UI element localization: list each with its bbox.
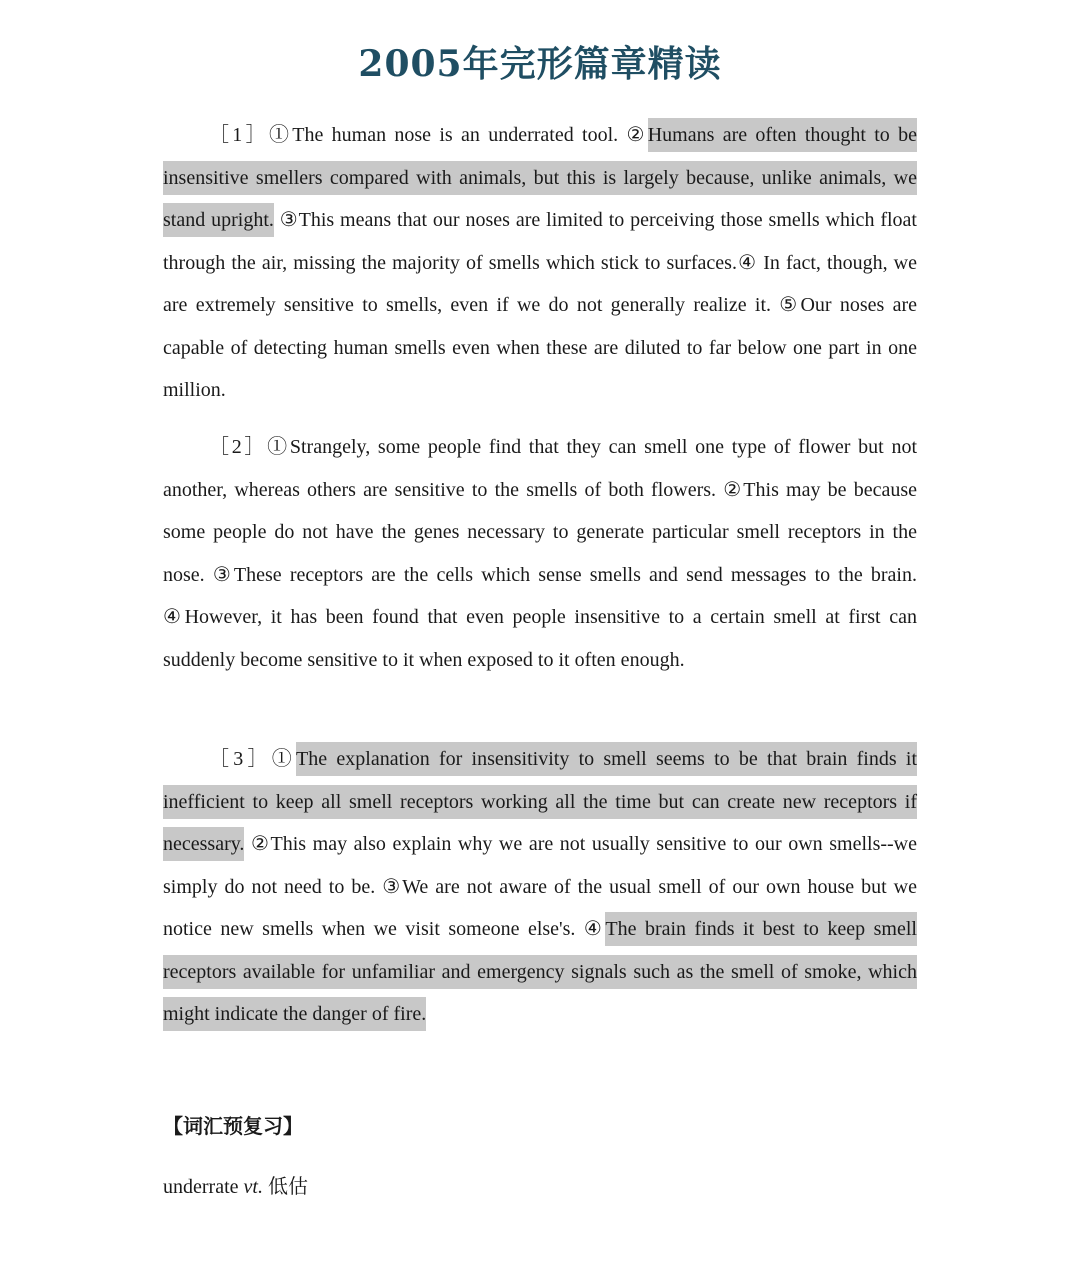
paragraph-label: ［2］ — [209, 436, 268, 458]
paragraph-1 — [163, 114, 917, 412]
sentence-text: ① — [271, 748, 297, 770]
sentence-text: ①Strangely, some people find that they can smell one type of flower but not another, whereas others are sensitive to the smells of both flowers. ②This may be because some people do not have the genes necessary to generate particular smell receptors in the nose. ③These receptors are the cells which sense smells and send messages to the brain. ④However, it has been found that even people insensitive to a certain smell at first can suddenly become sensitive to it when exposed to it often enough. — [163, 436, 917, 671]
highlighted-sentence: The explanation for insensitivity to smell seems to be that brain finds it inefficient to keep all smell receptors working all the time but can create new receptors if necessary. — [163, 742, 917, 861]
paragraph-label: ［3］ — [209, 748, 272, 770]
sentence-text: ③This means that our noses are limited to perceiving those smells which float through the air, missing the majority of smells which stick to surfaces.④ In fact, though, we are extremely sensitive to smells, even if we do not generally realize it. ⑤Our noses are capable of detecting human smells even when these are diluted to far below one part in one million. — [163, 209, 918, 401]
sentence-text: ①The human nose is an underrated tool. ② — [268, 124, 648, 146]
vocab-heading: 【词汇预复习】 — [163, 1114, 303, 1138]
paragraph-3 — [163, 738, 917, 1036]
vocab-word: underrate — [163, 1176, 239, 1198]
vocab-part-of-speech: vt. — [243, 1176, 263, 1198]
page-title: 2005年完形篇章精读 — [358, 43, 722, 85]
highlighted-sentence: Humans are often thought to be insensitive smellers compared with animals, but this is largely because, unlike animals, we stand upright. — [163, 118, 917, 237]
highlighted-sentence: The brain finds it best to keep smell receptors available for unfamiliar and emergency signals such as the smell of smoke, which might indicate the danger of fire. — [163, 912, 917, 1031]
vocab-meaning: 低估 — [267, 1176, 308, 1198]
paragraph-2 — [163, 426, 917, 681]
sentence-text: ②This may also explain why we are not usually sensitive to our own smells--we simply do not need to be. ③We are not aware of the usual smell of our own house but we notice new smells when we visit someone else's. ④ — [163, 833, 917, 940]
paragraph-label: ［1］ — [209, 124, 269, 146]
vocab-item — [163, 1170, 308, 1199]
